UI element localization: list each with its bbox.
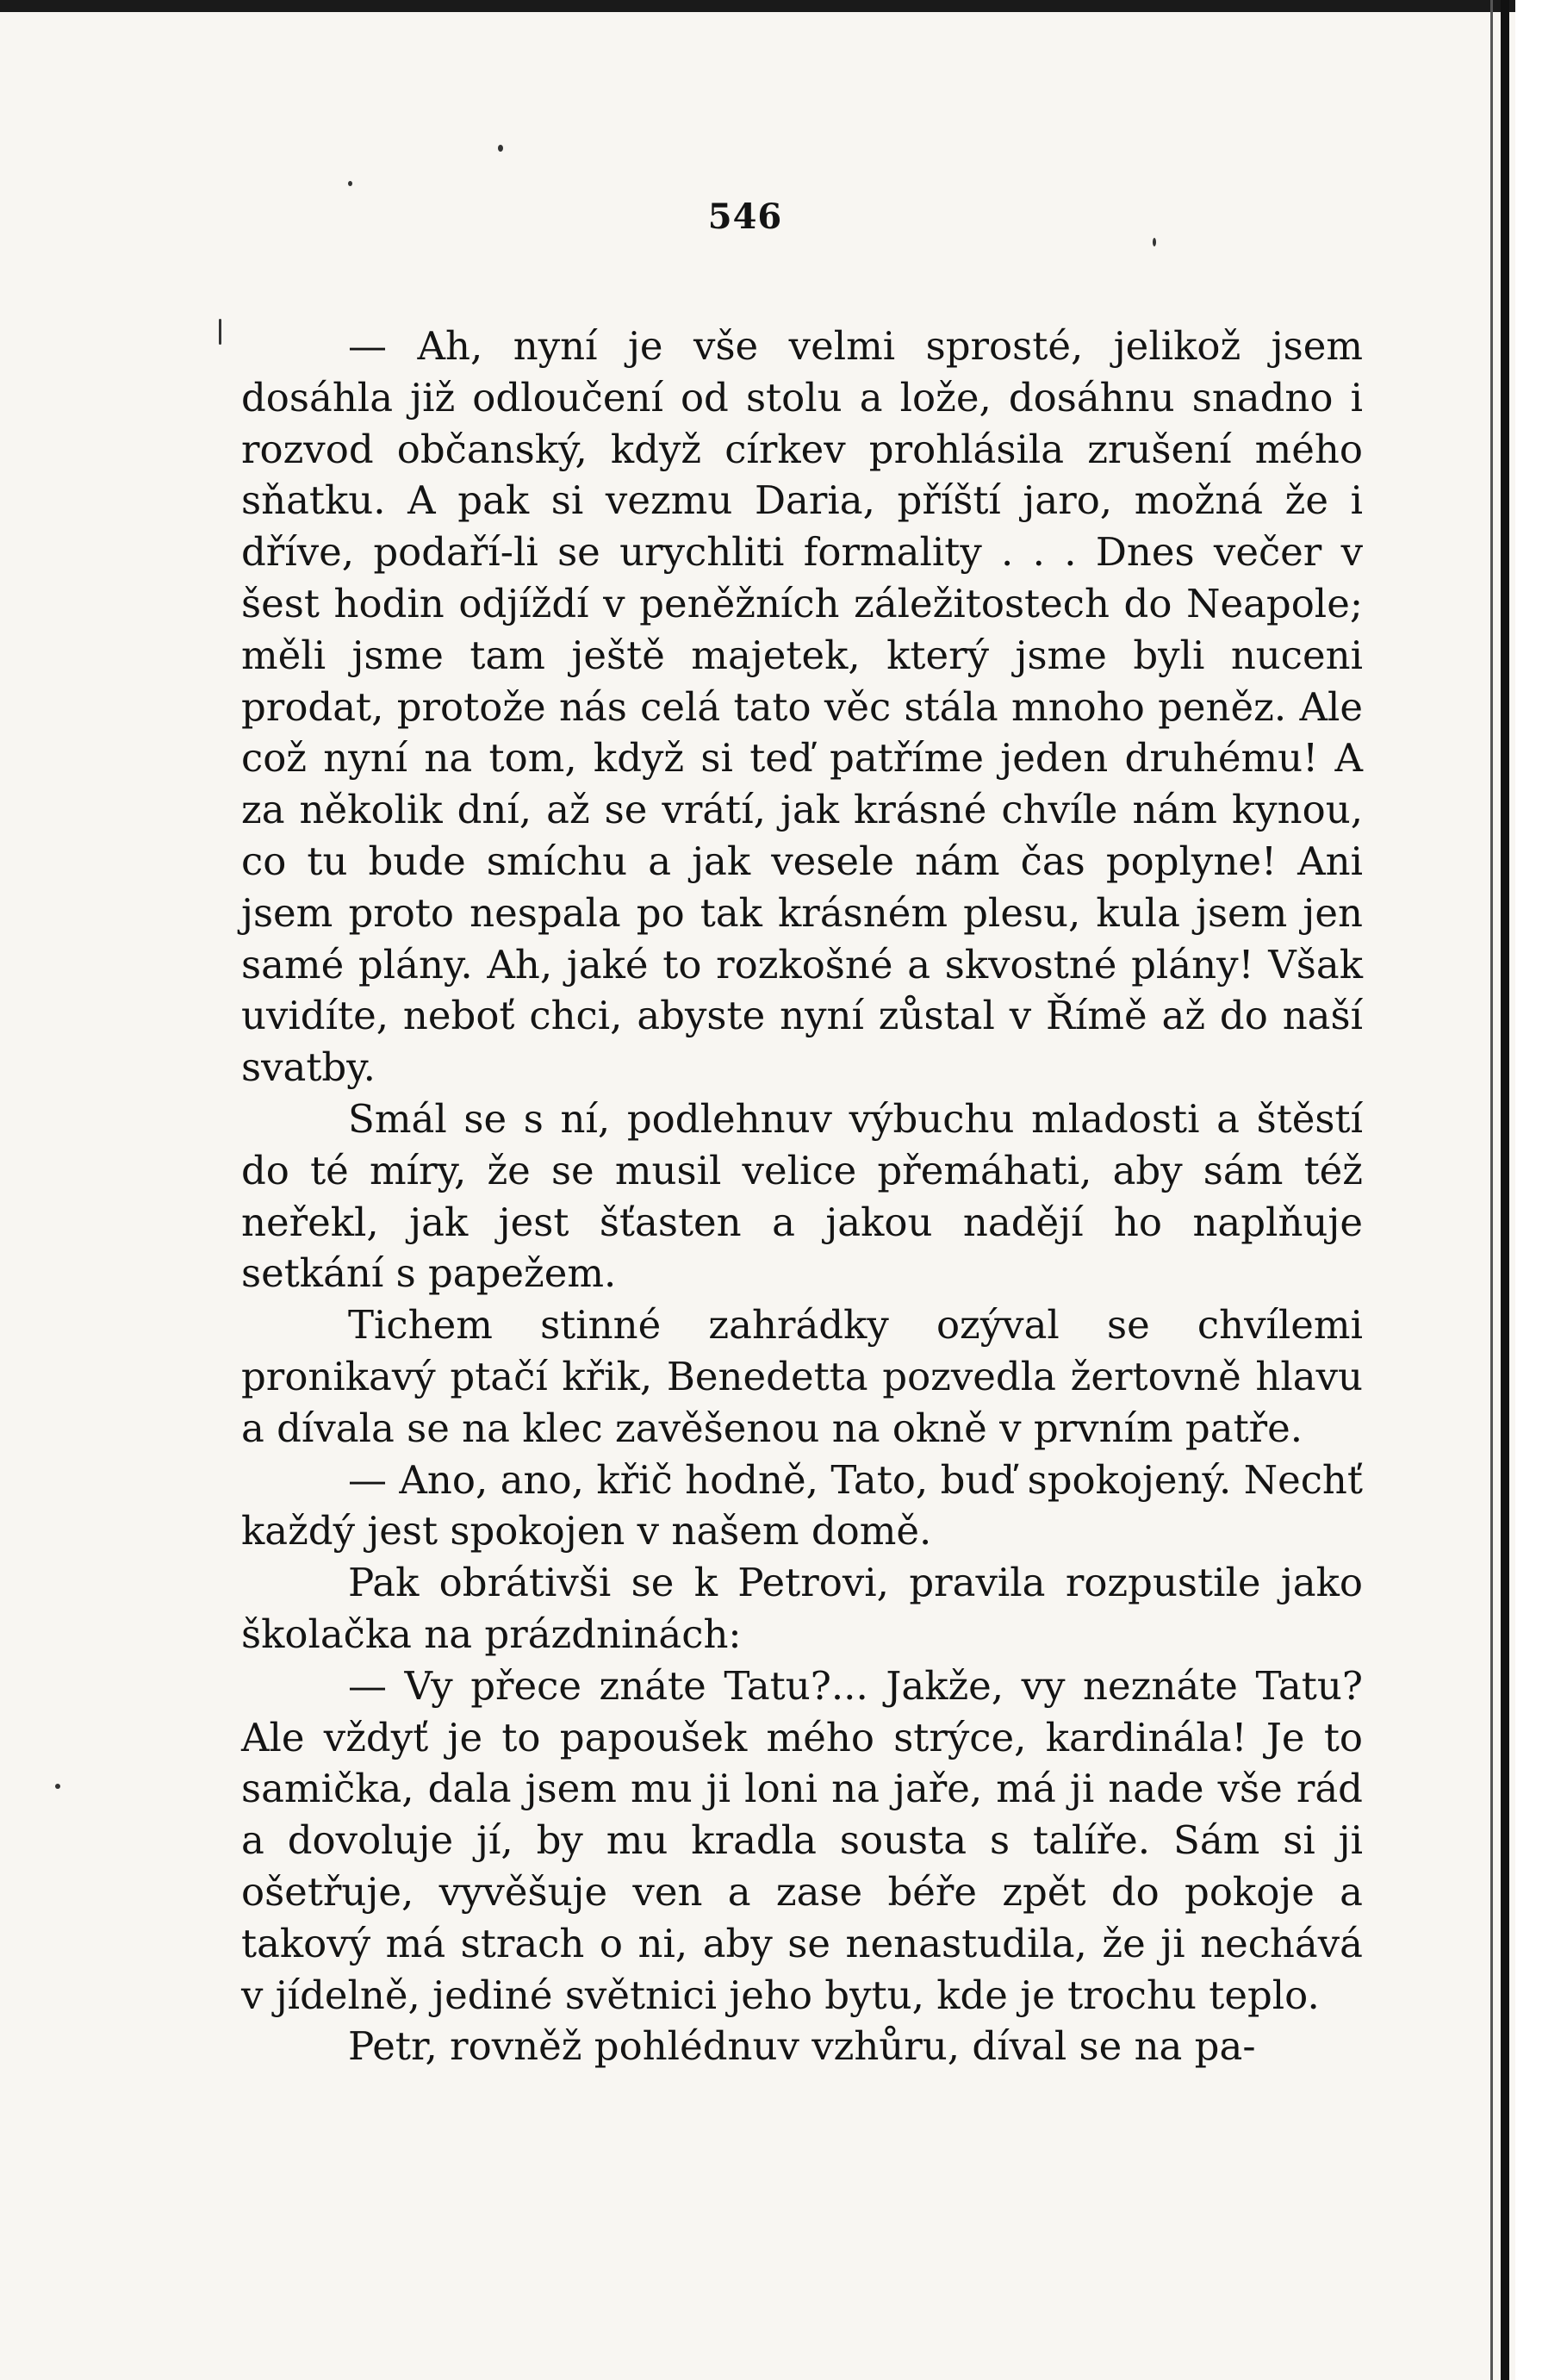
paragraph: Tichem stinné zahrádky ozýval se chvílemi pronikavý ptačí křik, Benedetta pozvedla žertovně hlavu a dívala se na klec zavěšenou na okně v prvním patře. — [241, 1302, 1363, 1451]
paragraph: — Ano, ano, křič hodně, Tato, buď spokojený. Nechť každý jest spokojen v našem domě. — [241, 1456, 1363, 1554]
paragraph: Petr, rovněž pohlédnuv vzhůru, díval se na pa- — [348, 2023, 1256, 2070]
scan-speck — [1153, 238, 1156, 246]
top-scan-edge — [0, 0, 1567, 12]
paragraph: — Ah, nyní je vše velmi sprosté, jelikož jsem dosáhla již odloučení od stolu a lože, dosáhnu snadno i rozvod občanský, když církev prohlásila zrušení mého sňatku. A pak si vezmu Daria, příští jaro, možná že i dříve, podaří-li se urychliti formality . . . Dnes večer v šest hodin odjíždí v peněžních záležitostech do Neapole; měli jsme tam ještě majetek, který jsme byli nuceni prodat, protože nás celá tato věc stála mnoho peněz. Ale což nyní na tom, když si teď patříme jeden druhému! A za několik dní, až se vrátí, jak krásné chvíle nám kynou, co tu bude smíchu a jak vesele nám čas poplyne! Ani jsem proto nespala po tak krásném plesu, kula jsem jen samé plány. Ah, jaké to rozkošné a skvostné plány! Však uvidíte, neboť chci, abyste nyní zůstal v Římě až do naší svatby. — [241, 323, 1363, 1091]
page-number: 546 — [707, 196, 783, 237]
scan-speck — [498, 145, 503, 152]
paragraph: — Vy přece znáte Tatu?... Jakže, vy neznáte Tatu? Ale vždyť je to papoušek mého strýce, kardinála! Je to samička, dala jsem mu ji loni na jaře, má ji nade vše rád a dovoluje jí, by mu kradla sousta s talíře. Sám si ji ošetřuje, vyvěšuje ven a zase béře zpět do pokoje a takový má strach o ni, aby se nenastudila, že ji nechává v jídelně, jediné světnici jeho bytu, kde je trochu teplo. — [241, 1662, 1363, 2018]
right-scan-edge — [1501, 0, 1509, 2380]
scan-speck — [55, 1784, 60, 1789]
paragraph: Smál se s ní, podlehnuv výbuchu mladosti a štěstí do té míry, že se musil velice přemáhati, aby sám též neřekl, jak jest šťasten a jakou nadějí ho naplňuje setkání s papežem. — [241, 1095, 1363, 1297]
scan-speck — [219, 319, 221, 345]
right-blank-margin — [1515, 0, 1567, 2380]
body-text — [241, 321, 1363, 2072]
right-margin-line — [1490, 0, 1493, 2380]
scan-speck — [348, 181, 352, 186]
paragraph: Pak obrátivši se k Petrovi, pravila rozpustile jako školačka na prázdninách: — [241, 1560, 1363, 1657]
